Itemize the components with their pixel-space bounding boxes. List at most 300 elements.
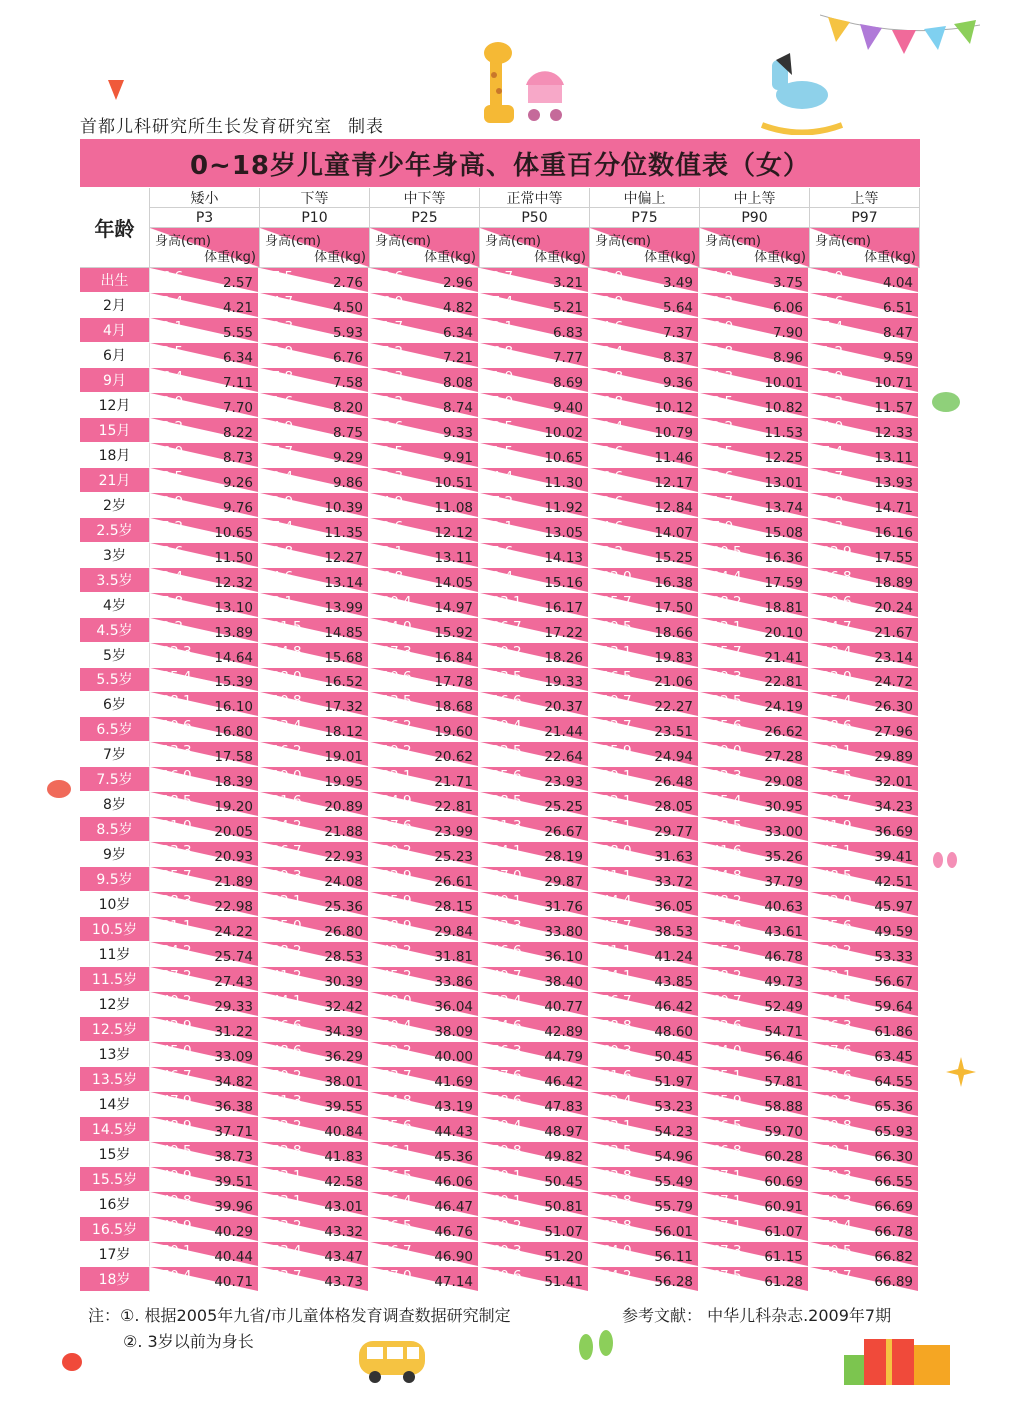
weight-value: 16.10	[214, 699, 253, 716]
weight-value: 29.08	[764, 774, 803, 791]
table-cell	[700, 568, 810, 593]
table-cell	[700, 618, 810, 643]
age-label: 2.5岁	[80, 518, 150, 543]
table-cell	[480, 268, 590, 293]
table-cell	[590, 1142, 700, 1167]
weight-value: 49.73	[764, 974, 803, 991]
table-cell	[150, 842, 260, 867]
age-label: 4岁	[80, 593, 150, 618]
height-value: 148.9	[153, 1117, 192, 1134]
height-value: 152.0	[813, 893, 852, 910]
height-value: 170.4	[813, 1217, 852, 1234]
height-value: 72.8	[593, 368, 624, 385]
weight-value: 32.42	[324, 999, 363, 1016]
height-value: 156.5	[373, 1167, 412, 1184]
bird-icon	[928, 388, 964, 414]
weight-value: 13.10	[214, 599, 253, 616]
weight-value: 13.14	[324, 574, 363, 591]
table-cell	[700, 518, 810, 543]
table-cell	[700, 1267, 810, 1292]
table-cell	[480, 343, 590, 368]
height-value: 123.3	[153, 843, 192, 860]
height-value: 150.1	[153, 1242, 192, 1259]
table-cell	[480, 393, 590, 418]
table-cell	[260, 992, 370, 1017]
table-cell	[260, 268, 370, 293]
table-cell	[150, 468, 260, 493]
organization-suffix: 制表	[348, 117, 384, 137]
height-value: 99.4	[483, 568, 514, 585]
table-cell	[700, 643, 810, 668]
table-cell	[700, 368, 810, 393]
height-value: 90.8	[263, 543, 294, 560]
weight-value: 5.21	[552, 299, 583, 316]
height-value: 100.4	[373, 593, 412, 610]
table-title	[80, 139, 920, 187]
weight-value: 4.21	[222, 299, 253, 316]
weight-value: 18.39	[214, 774, 253, 791]
weight-value: 39.41	[874, 849, 913, 866]
height-value: 92.4	[153, 568, 184, 585]
weight-value: 56.28	[654, 1273, 693, 1290]
weight-value: 34.39	[324, 1024, 363, 1041]
height-value: 154.1	[593, 968, 632, 985]
table-cell	[480, 1217, 590, 1242]
height-value: 64.6	[593, 318, 624, 335]
weight-value: 28.15	[434, 899, 473, 916]
weight-value: 10.02	[544, 424, 583, 441]
weight-value: 20.37	[544, 699, 583, 716]
weight-value: 51.07	[544, 1223, 583, 1240]
table-cell	[700, 1167, 810, 1192]
age-label: 18岁	[80, 1267, 150, 1292]
weight-value: 36.29	[324, 1049, 363, 1065]
table-cell	[810, 568, 920, 593]
table-cell	[150, 967, 260, 992]
weight-value: 39.51	[214, 1173, 253, 1190]
weight-value: 17.78	[434, 674, 473, 691]
weight-value: 36.38	[214, 1098, 253, 1115]
height-value: 87.2	[483, 493, 514, 510]
height-value: 125.4	[813, 693, 852, 710]
height-value: 138.2	[263, 943, 302, 960]
height-value: 73.2	[373, 393, 404, 410]
table-cell	[150, 742, 260, 767]
weight-value: 38.09	[434, 1024, 473, 1041]
star-icon	[944, 1055, 978, 1089]
table-cell	[150, 1092, 260, 1117]
weight-value: 11.92	[544, 499, 583, 516]
weight-value: 13.99	[324, 599, 363, 616]
table-cell	[370, 1242, 480, 1267]
table-cell	[260, 593, 370, 618]
weight-value: 14.13	[544, 549, 583, 566]
weight-value: 40.29	[214, 1223, 253, 1240]
table-cell	[590, 942, 700, 967]
weight-value: 26.62	[764, 724, 803, 741]
height-value: 67.8	[263, 368, 294, 385]
table-cell	[260, 1017, 370, 1042]
height-value: 141.1	[593, 868, 632, 885]
table-cell	[480, 518, 590, 543]
weight-value: 46.78	[764, 949, 803, 966]
weight-value: 26.80	[324, 924, 363, 941]
table-cell	[590, 842, 700, 867]
table-cell	[590, 892, 700, 917]
weight-value: 8.75	[332, 424, 363, 441]
table-cell	[370, 992, 480, 1017]
table-cell	[370, 643, 480, 668]
height-value: 108.2	[703, 593, 742, 610]
table-cell	[480, 568, 590, 593]
weight-value: 7.21	[442, 349, 473, 366]
table-cell	[810, 1217, 920, 1242]
table-cell	[810, 618, 920, 643]
table-cell	[370, 942, 480, 967]
table-cell	[590, 792, 700, 817]
height-value: 73.2	[153, 418, 184, 435]
table-cell	[370, 717, 480, 742]
weight-value: 40.63	[764, 899, 803, 916]
height-value: 148.2	[703, 893, 742, 910]
height-value: 164.0	[703, 1043, 742, 1060]
height-value: 122.1	[373, 768, 412, 785]
height-value: 88.6	[703, 468, 734, 485]
table-cell	[480, 992, 590, 1017]
height-value: 149.8	[153, 1192, 192, 1209]
age-label: 11岁	[80, 942, 150, 967]
table-cell	[260, 418, 370, 443]
weight-value: 14.85	[324, 624, 363, 641]
carrot-icon	[104, 74, 128, 102]
weight-value: 43.47	[324, 1248, 363, 1265]
height-value: 156.1	[373, 1142, 412, 1159]
table-cell	[700, 543, 810, 568]
height-value: 129.1	[593, 768, 632, 785]
stroller-icon	[520, 55, 570, 135]
note-label: 注：	[88, 1306, 121, 1325]
table-cell	[700, 1092, 810, 1117]
footnote-1	[88, 1303, 511, 1329]
table-cell	[150, 1267, 260, 1292]
height-value: 147.7	[593, 918, 632, 935]
table-cell	[810, 1267, 920, 1292]
table-cell	[480, 867, 590, 892]
weight-value: 27.43	[214, 974, 253, 991]
table-cell	[150, 1067, 260, 1092]
table-cell	[480, 817, 590, 842]
percentile-table	[80, 188, 920, 1292]
percentile-code-header: P25	[370, 208, 480, 228]
weight-value: 28.05	[654, 799, 693, 816]
weight-value: 22.81	[764, 674, 803, 691]
age-label: 12.5岁	[80, 1017, 150, 1042]
table-cell	[810, 1167, 920, 1192]
height-value: 81.5	[483, 443, 514, 460]
weight-value: 6.34	[222, 349, 253, 366]
table-cell	[370, 293, 480, 318]
height-weight-subheader	[590, 228, 700, 268]
weight-value: 19.95	[324, 774, 363, 791]
weight-value: 59.70	[764, 1123, 803, 1140]
table-cell	[480, 742, 590, 767]
height-value: 159.4	[483, 1117, 522, 1134]
height-value: 165.9	[703, 1092, 742, 1109]
weight-value: 21.06	[654, 674, 693, 691]
weight-value: 51.41	[544, 1273, 583, 1290]
table-cell	[810, 543, 920, 568]
table-cell	[700, 1142, 810, 1167]
table-cell	[590, 1042, 700, 1067]
weight-value: 13.93	[874, 474, 913, 491]
table-cell	[480, 1117, 590, 1142]
table-cell	[590, 1017, 700, 1042]
height-weight-subheader	[260, 228, 370, 268]
weight-value: 10.51	[434, 474, 473, 491]
table-cell	[370, 892, 480, 917]
height-value: 134.1	[483, 843, 522, 860]
height-value: 143.3	[483, 918, 522, 935]
table-cell	[370, 767, 480, 792]
weight-unit-label: 体重(kg)	[534, 250, 586, 265]
weight-value: 50.45	[544, 1173, 583, 1190]
weight-value: 13.01	[764, 474, 803, 491]
weight-value: 42.51	[874, 874, 913, 891]
table-cell	[260, 967, 370, 992]
weight-value: 35.26	[764, 849, 803, 866]
weight-value: 4.50	[332, 299, 363, 316]
table-cell	[370, 1142, 480, 1167]
table-cell	[590, 1092, 700, 1117]
weight-value: 66.82	[874, 1248, 913, 1265]
weight-value: 51.20	[544, 1248, 583, 1265]
height-value: 67.4	[813, 318, 844, 335]
weight-value: 11.30	[544, 474, 583, 491]
table-cell	[810, 493, 920, 518]
table-cell	[150, 717, 260, 742]
weight-value: 44.79	[544, 1049, 583, 1065]
height-value: 116.5	[593, 668, 632, 685]
age-label: 9.5岁	[80, 867, 150, 892]
table-cell	[150, 1117, 260, 1142]
weight-value: 25.36	[324, 899, 363, 916]
weight-value: 23.93	[544, 774, 583, 791]
table-cell	[480, 1067, 590, 1092]
weight-value: 17.32	[324, 699, 363, 716]
table-cell	[370, 618, 480, 643]
height-value: 98.2	[593, 543, 624, 560]
weight-value: 8.08	[442, 374, 473, 391]
table-cell	[700, 917, 810, 942]
table-cell	[150, 867, 260, 892]
weight-value: 20.24	[874, 599, 913, 616]
weight-value: 37.71	[214, 1123, 253, 1140]
height-value: 59.1	[153, 318, 184, 335]
table-cell	[700, 892, 810, 917]
weight-value: 14.71	[874, 499, 913, 516]
footnotes	[88, 1303, 511, 1355]
table-cell	[480, 543, 590, 568]
weight-value: 43.01	[324, 1198, 363, 1215]
table-cell	[700, 1067, 810, 1092]
weight-value: 32.01	[874, 774, 913, 791]
weight-value: 6.51	[882, 299, 913, 316]
weight-value: 9.36	[662, 374, 693, 391]
table-cell	[700, 1192, 810, 1217]
weight-value: 20.93	[214, 849, 253, 866]
table-cell	[590, 1167, 700, 1192]
table-cell	[260, 293, 370, 318]
height-value: 104.8	[263, 643, 302, 660]
height-value: 170.5	[813, 1242, 852, 1259]
table-cell	[590, 967, 700, 992]
table-cell	[260, 1267, 370, 1292]
height-value: 160.1	[483, 1192, 522, 1209]
age-column-header: 年龄	[80, 188, 150, 268]
table-cell	[480, 468, 590, 493]
height-value: 168.6	[813, 1068, 852, 1084]
table-cell	[480, 892, 590, 917]
table-cell	[150, 992, 260, 1017]
height-value: 58.9	[593, 293, 624, 310]
height-value: 149.9	[153, 1167, 192, 1184]
weight-value: 11.57	[874, 399, 913, 416]
weight-value: 66.78	[874, 1223, 913, 1240]
table-cell	[370, 792, 480, 817]
weight-value: 9.26	[222, 474, 253, 491]
age-label: 6岁	[80, 692, 150, 717]
table-cell	[150, 692, 260, 717]
percentile-category-header: 中上等	[700, 188, 810, 208]
table-cell	[150, 668, 260, 693]
weight-value: 24.94	[654, 749, 693, 766]
height-value: 144.4	[593, 893, 632, 910]
height-value: 149.7	[483, 968, 522, 985]
weight-value: 6.06	[772, 299, 803, 316]
table-cell	[590, 268, 700, 293]
weight-value: 6.34	[442, 324, 473, 341]
table-cell	[370, 1092, 480, 1117]
weight-value: 24.72	[874, 674, 913, 691]
table-cell	[260, 318, 370, 343]
height-value: 92.1	[483, 518, 514, 535]
weight-value: 8.22	[222, 424, 253, 441]
table-cell	[480, 1092, 590, 1117]
weight-value: 8.37	[662, 349, 693, 366]
weight-value: 40.84	[324, 1123, 363, 1140]
height-value: 166.5	[703, 1117, 742, 1134]
height-value: 154.6	[483, 1018, 522, 1035]
height-value: 110.6	[373, 668, 412, 685]
height-value: 160.6	[483, 1267, 522, 1284]
weight-value: 17.59	[764, 574, 803, 591]
height-value: 140.2	[153, 993, 192, 1010]
height-value: 165.1	[703, 1068, 742, 1084]
height-value: 60.3	[263, 318, 294, 335]
weight-value: 15.92	[434, 624, 473, 641]
height-value: 141.2	[263, 968, 302, 985]
weight-value: 48.97	[544, 1123, 583, 1140]
table-cell	[810, 717, 920, 742]
table-cell	[810, 1242, 920, 1267]
weight-unit-label: 体重(kg)	[424, 250, 476, 265]
weight-value: 40.00	[434, 1049, 473, 1065]
height-value: 163.8	[593, 1217, 632, 1234]
weight-value: 30.39	[324, 974, 363, 991]
weight-value: 10.01	[764, 374, 803, 391]
table-cell	[590, 1192, 700, 1217]
weight-value: 22.93	[324, 849, 363, 866]
table-cell	[590, 543, 700, 568]
weight-value: 54.71	[764, 1024, 803, 1041]
height-value: 146.7	[153, 1068, 192, 1084]
weight-value: 43.85	[654, 974, 693, 991]
weight-value: 7.90	[772, 324, 803, 341]
table-cell	[370, 343, 480, 368]
height-value: 156.7	[373, 1242, 412, 1259]
height-value: 138.5	[703, 818, 742, 835]
bird-icon	[44, 776, 74, 800]
weight-value: 46.42	[654, 999, 693, 1016]
weight-value: 19.20	[214, 799, 253, 816]
height-value: 153.7	[373, 1068, 412, 1084]
height-value: 156.5	[373, 1217, 412, 1234]
table-cell	[480, 1142, 590, 1167]
weight-value: 37.79	[764, 874, 803, 891]
height-value: 84.0	[813, 418, 844, 435]
height-value: 82.2	[703, 418, 734, 435]
weight-value: 21.89	[214, 874, 253, 891]
height-value: 107.3	[373, 643, 412, 660]
height-value: 155.6	[373, 1117, 412, 1134]
gift-box-icon	[844, 1335, 954, 1385]
weight-value: 9.29	[332, 449, 363, 466]
weight-value: 29.77	[654, 824, 693, 841]
height-value: 87.4	[263, 518, 294, 535]
table-cell	[480, 1192, 590, 1217]
table-cell	[260, 1192, 370, 1217]
table-cell	[370, 318, 480, 343]
weight-value: 61.07	[764, 1223, 803, 1240]
height-value: 85.2	[153, 518, 184, 535]
height-value: 170.1	[813, 1142, 852, 1159]
height-value: 57.4	[483, 293, 514, 310]
weight-value: 36.04	[434, 999, 473, 1016]
weight-value: 11.53	[764, 424, 803, 441]
height-value: 163.8	[593, 1192, 632, 1209]
height-value: 135.4	[703, 793, 742, 810]
weight-value: 7.58	[332, 374, 363, 391]
height-value: 162.1	[813, 968, 852, 985]
weight-value: 15.25	[654, 549, 693, 566]
weight-value: 55.49	[654, 1173, 693, 1190]
table-cell	[150, 942, 260, 967]
height-weight-subheader	[150, 228, 260, 268]
table-cell	[260, 717, 370, 742]
weight-value: 61.28	[764, 1273, 803, 1290]
table-cell	[480, 1267, 590, 1292]
height-value: 160.3	[483, 1242, 522, 1259]
table-cell	[700, 393, 810, 418]
age-label: 4.5岁	[80, 618, 150, 643]
table-cell	[370, 568, 480, 593]
height-value: 119.4	[483, 718, 522, 735]
height-value: 69.8	[703, 343, 734, 360]
table-cell	[700, 967, 810, 992]
table-cell	[700, 867, 810, 892]
height-value: 125.9	[593, 743, 632, 760]
height-value: 119.7	[593, 693, 632, 710]
